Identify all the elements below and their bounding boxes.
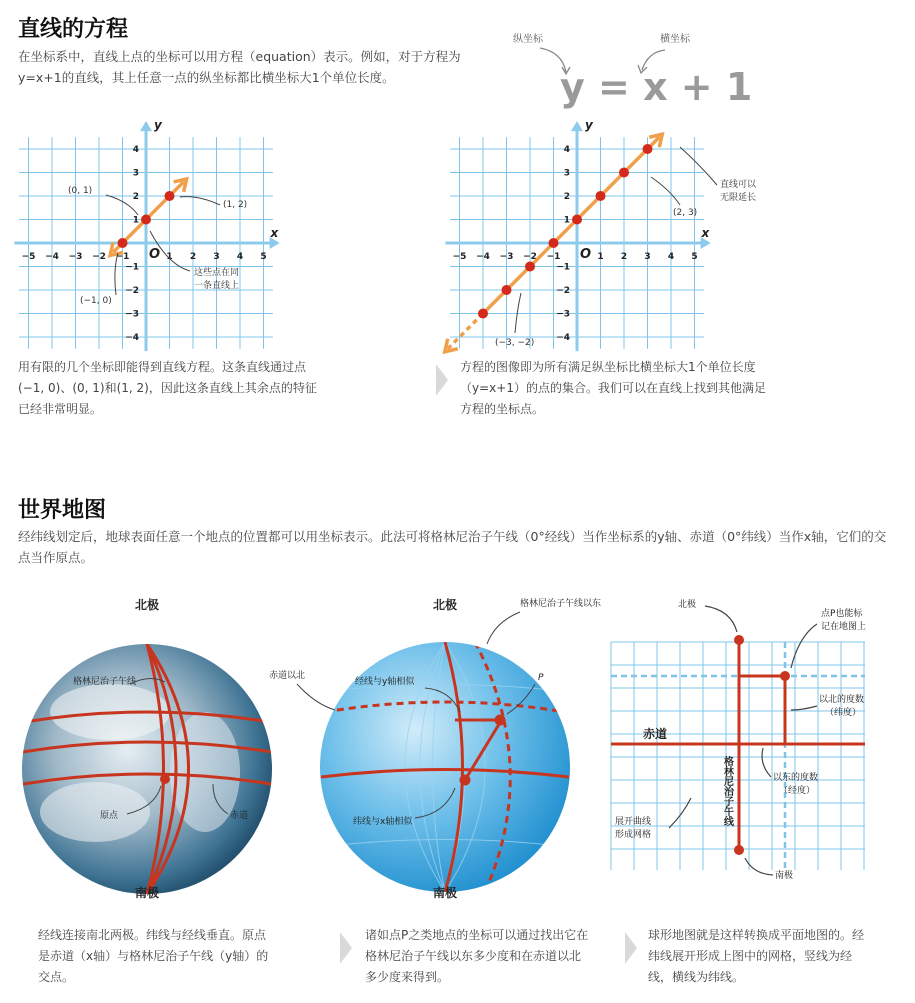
x-tick-label: 1 [597, 252, 604, 262]
section1-caption2: 方程的图像即为所有满足纵坐标比横坐标大1个单位长度（y=x+1）的点的集合。我们可以在直线上找到其他满足方程的坐标点。 [460, 360, 766, 416]
data-point [572, 215, 582, 225]
point-label-2-3: (2, 3) [673, 208, 698, 218]
origin-label: O [149, 247, 161, 262]
x-label: 横坐标 [660, 34, 690, 45]
point-label-neg3-neg2: (−3, −2) [495, 338, 535, 348]
map-equator-label: 赤道 [643, 727, 668, 741]
y-tick-label: −3 [556, 309, 570, 320]
globe1-meridian: 格林尼治子午线 [73, 677, 137, 687]
map-meridian-label: 格林尼治子午线 [721, 756, 733, 826]
x-tick-label: −3 [68, 252, 83, 262]
y-tick-label: −1 [556, 262, 570, 273]
graph2-note: 直线可以无限延长 [720, 180, 757, 203]
data-point [619, 168, 629, 178]
y-tick-label: −4 [556, 333, 570, 343]
caption-arrow-icon [436, 364, 448, 396]
x-tick-label: 3 [644, 252, 651, 262]
y-axis-label: y [585, 118, 593, 133]
x-tick-label: 2 [620, 252, 628, 262]
y-tick-label: 1 [132, 215, 139, 226]
x-tick-label: 4 [667, 252, 675, 262]
map-grid-note: 展开曲线形成网格 [615, 817, 652, 840]
x-tick-label: −4 [45, 252, 59, 262]
x-tick-label: −5 [452, 252, 467, 262]
x-axis-label: x [270, 226, 279, 240]
x-tick-label: −1 [115, 252, 130, 262]
equation-text: y = x + 1 [560, 65, 753, 109]
map-south: 南极 [775, 871, 794, 881]
data-point [643, 144, 653, 154]
x-tick-label: 3 [213, 252, 220, 262]
globe1-north: 北极 [134, 598, 160, 612]
point-p [780, 671, 790, 681]
point-label-0-1: (0, 1) [68, 186, 93, 196]
map-north: 北极 [678, 600, 697, 610]
map-point-note: 点P也能标记在地图上 [821, 609, 867, 632]
y-tick-label: −2 [556, 286, 570, 296]
x-tick-label: −4 [476, 252, 490, 262]
section2-caption1: 经线连接南北两极。纬线与经线垂直。原点是赤道（x轴）与格林尼治子午线（y轴）的交点。 [38, 928, 269, 984]
point-label-1-2: (1, 2) [223, 200, 248, 210]
data-point [502, 285, 512, 295]
globe2-south: 南极 [432, 886, 458, 900]
y-tick-label: 4 [132, 145, 139, 155]
x-tick-label: −2 [523, 252, 537, 262]
data-point [549, 238, 559, 248]
data-point [596, 191, 606, 201]
origin-label: O [580, 247, 592, 262]
map-lon-note: 以东的度数（经度） [773, 773, 819, 796]
section2-caption3: 球形地图就是这样转换成平面地图的。经纬线展开形成上图中的网格，竖线为经线，横线为纬线。 [648, 928, 865, 984]
globe2-meridian-like: 经线与y轴相似 [355, 677, 415, 687]
x-tick-label: −1 [546, 252, 561, 262]
section1-caption1: 用有限的几个坐标即能得到直线方程。这条直线通过点(−1, 0)、(0, 1)和(1, 2)，因此这条直线上其余点的特征已经非常明显。 [18, 360, 317, 416]
data-point [165, 191, 175, 201]
x-tick-label: 5 [691, 252, 698, 262]
x-tick-label: 5 [260, 252, 267, 262]
map-lat-note: 以北的度数（纬度） [819, 695, 865, 718]
y-tick-label: 2 [563, 192, 570, 202]
y-tick-label: −2 [125, 286, 139, 296]
globe1-origin: 原点 [100, 811, 119, 821]
graph2 [452, 118, 757, 350]
globe1-south: 南极 [134, 886, 160, 900]
x-tick-label: 4 [236, 252, 244, 262]
globe2-north-of: 赤道以北 [269, 671, 306, 681]
x-tick-label: 2 [189, 252, 197, 262]
y-tick-label: −4 [125, 333, 139, 343]
x-tick-label: −3 [499, 252, 514, 262]
y-tick-label: −1 [125, 262, 139, 273]
y-tick-label: 4 [563, 145, 570, 155]
graph1 [18, 118, 280, 350]
y-tick-label: −3 [125, 309, 139, 320]
flat-map [603, 592, 903, 902]
x-tick-label: −2 [92, 252, 106, 262]
equation-figure [500, 22, 753, 112]
data-point [525, 262, 535, 272]
section1-title: 直线的方程 [18, 17, 129, 42]
data-point [478, 309, 488, 319]
point-p-label: P [538, 673, 544, 683]
caption-arrow-icon-3 [625, 932, 637, 964]
y-axis-label: y [154, 118, 162, 133]
globe2-north: 北极 [432, 598, 458, 612]
globe2 [255, 592, 600, 912]
globe1 [15, 592, 280, 912]
graph1-note: 这些点在同一条直线上 [194, 268, 240, 291]
globe1-equator: 赤道 [230, 811, 249, 821]
section2-caption2: 诸如点P之类地点的坐标可以通过找出它在格林尼治子午线以东多少度和在赤道以北多少度来得到。 [365, 928, 589, 984]
y-tick-label: 1 [563, 215, 570, 226]
x-tick-label: 1 [166, 252, 173, 262]
y-tick-label: 3 [132, 168, 139, 179]
globe2-parallel-like: 纬线与x轴相似 [353, 817, 413, 827]
section1-intro: 在坐标系中，直线上点的坐标可以用方程（equation）表示。例如，对于方程为y=x+1的直线，其上任意一点的纵坐标都比横坐标大1个单位长度。 [18, 49, 461, 85]
data-point [141, 215, 151, 225]
globe2-east: 格林尼治子午线以东 [520, 599, 602, 609]
section2-title: 世界地图 [18, 498, 107, 523]
point-label-neg1-0: (−1, 0) [80, 296, 112, 306]
data-point [118, 238, 128, 248]
section2-intro: 经纬线划定后，地球表面任意一个地点的位置都可以用坐标表示。此法可将格林尼治子午线（0°经线）当作坐标系的y轴、赤道（0°纬线）当作x轴，它们的交点当作原点。 [18, 529, 887, 565]
x-axis-label: x [701, 226, 710, 240]
caption-arrow-icon-2 [340, 932, 352, 964]
y-tick-label: 3 [563, 168, 570, 179]
y-label: 纵坐标 [513, 34, 543, 45]
x-tick-label: −5 [21, 252, 36, 262]
y-tick-label: 2 [132, 192, 139, 202]
